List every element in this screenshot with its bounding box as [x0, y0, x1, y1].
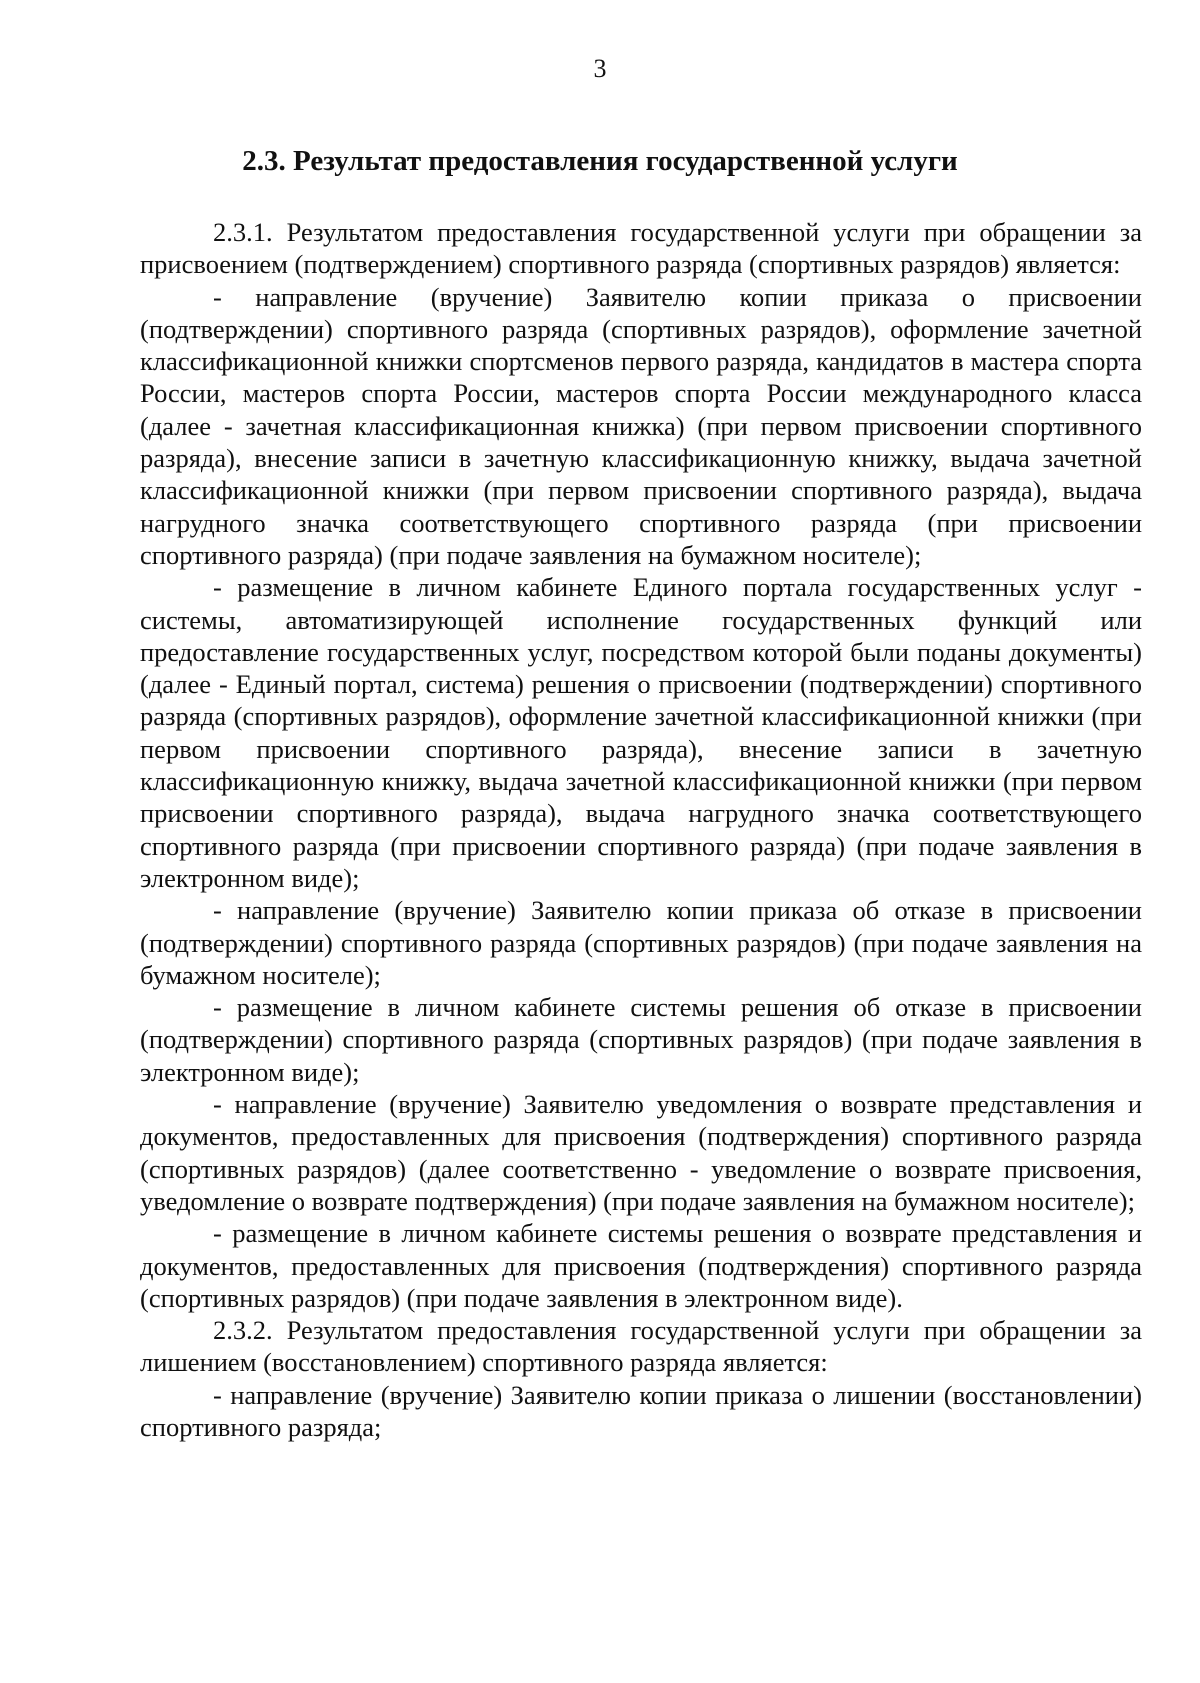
section-heading: 2.3. Результат предоставления государственной услуги: [242, 145, 958, 177]
paragraph-refusal-electronic: - размещение в личном кабинете системы решения об отказе в присвоении (подтверждении) спортивного разряда (спортивных разрядов) (при подаче заявления в электронном виде);: [140, 992, 1142, 1087]
paragraph-return-decision-electronic: - размещение в личном кабинете системы решения о возврате представления и документов, предоставленных для присвоения (подтверждения) спортивного разряда (спортивных разрядов) (при подаче заявления в электронном виде).: [140, 1218, 1142, 1313]
paragraph-2-3-1-intro: 2.3.1. Результатом предоставления государственной услуги при обращении за присвоением (подтверждением) спортивного разряда (спортивных разрядов) является:: [140, 217, 1142, 280]
page-number: 3: [593, 54, 607, 83]
paragraph-refusal-paper: - направление (вручение) Заявителю копии приказа об отказе в присвоении (подтверждении) спортивного разряда (спортивных разрядов) (при подаче заявления на бумажном носителе);: [140, 895, 1142, 990]
paragraph-deprivation-order: - направление (вручение) Заявителю копии приказа о лишении (восстановлении) спортивного разряда;: [140, 1379, 1142, 1442]
paragraph-return-notice-paper: - направление (вручение) Заявителю уведомления о возврате представления и документов, предоставленных для присвоения (подтверждения) спортивного разряда (спортивных разрядов) (далее соответственно - уведомление о возврате присвоения, уведомление о возврате подтверждения) (при подаче заявления на бумажном носителе);: [140, 1089, 1142, 1216]
paragraph-2-3-2-intro: 2.3.2. Результатом предоставления государственной услуги при обращении за лишением (восстановлением) спортивного разряда является:: [140, 1315, 1142, 1378]
paragraph-copy-order-paper: - направление (вручение) Заявителю копии приказа о присвоении (подтверждении) спортивного разряда (спортивных разрядов), оформление зачетной классификационной книжки спортсменов первого разряда, кандидатов в мастера спорта России, мастеров спорта России, мастеров спорта России международного класса (далее - зачетная классификационная книжка) (при первом присвоении спортивного разряда), внесение записи в зачетную классификационную книжку, выдача зачетной классификационной книжки (при первом присвоении спортивного разряда), выдача нагрудного значка соответствующего спортивного разряда (при присвоении спортивного разряда) (при подаче заявления на бумажном носителе);: [140, 281, 1142, 570]
paragraph-portal-decision: - размещение в личном кабинете Единого портала государственных услуг - системы, автоматизирующей исполнение государственных функций или предоставление государственных услуг, посредством которой были поданы документы) (далее - Единый портал, система) решения о присвоении (подтверждении) спортивного разряда (спортивных разрядов), оформление зачетной классификационной книжки (при первом присвоении спортивного разряда), внесение записи в зачетную классификационную книжку, выдача зачетной классификационной книжки (при первом присвоении спортивного разряда), выдача нагрудного значка соответствующего спортивного разряда (при присвоении спортивного разряда) (при подаче заявления в электронном виде);: [140, 572, 1142, 893]
section-body: [140, 216, 1142, 1443]
